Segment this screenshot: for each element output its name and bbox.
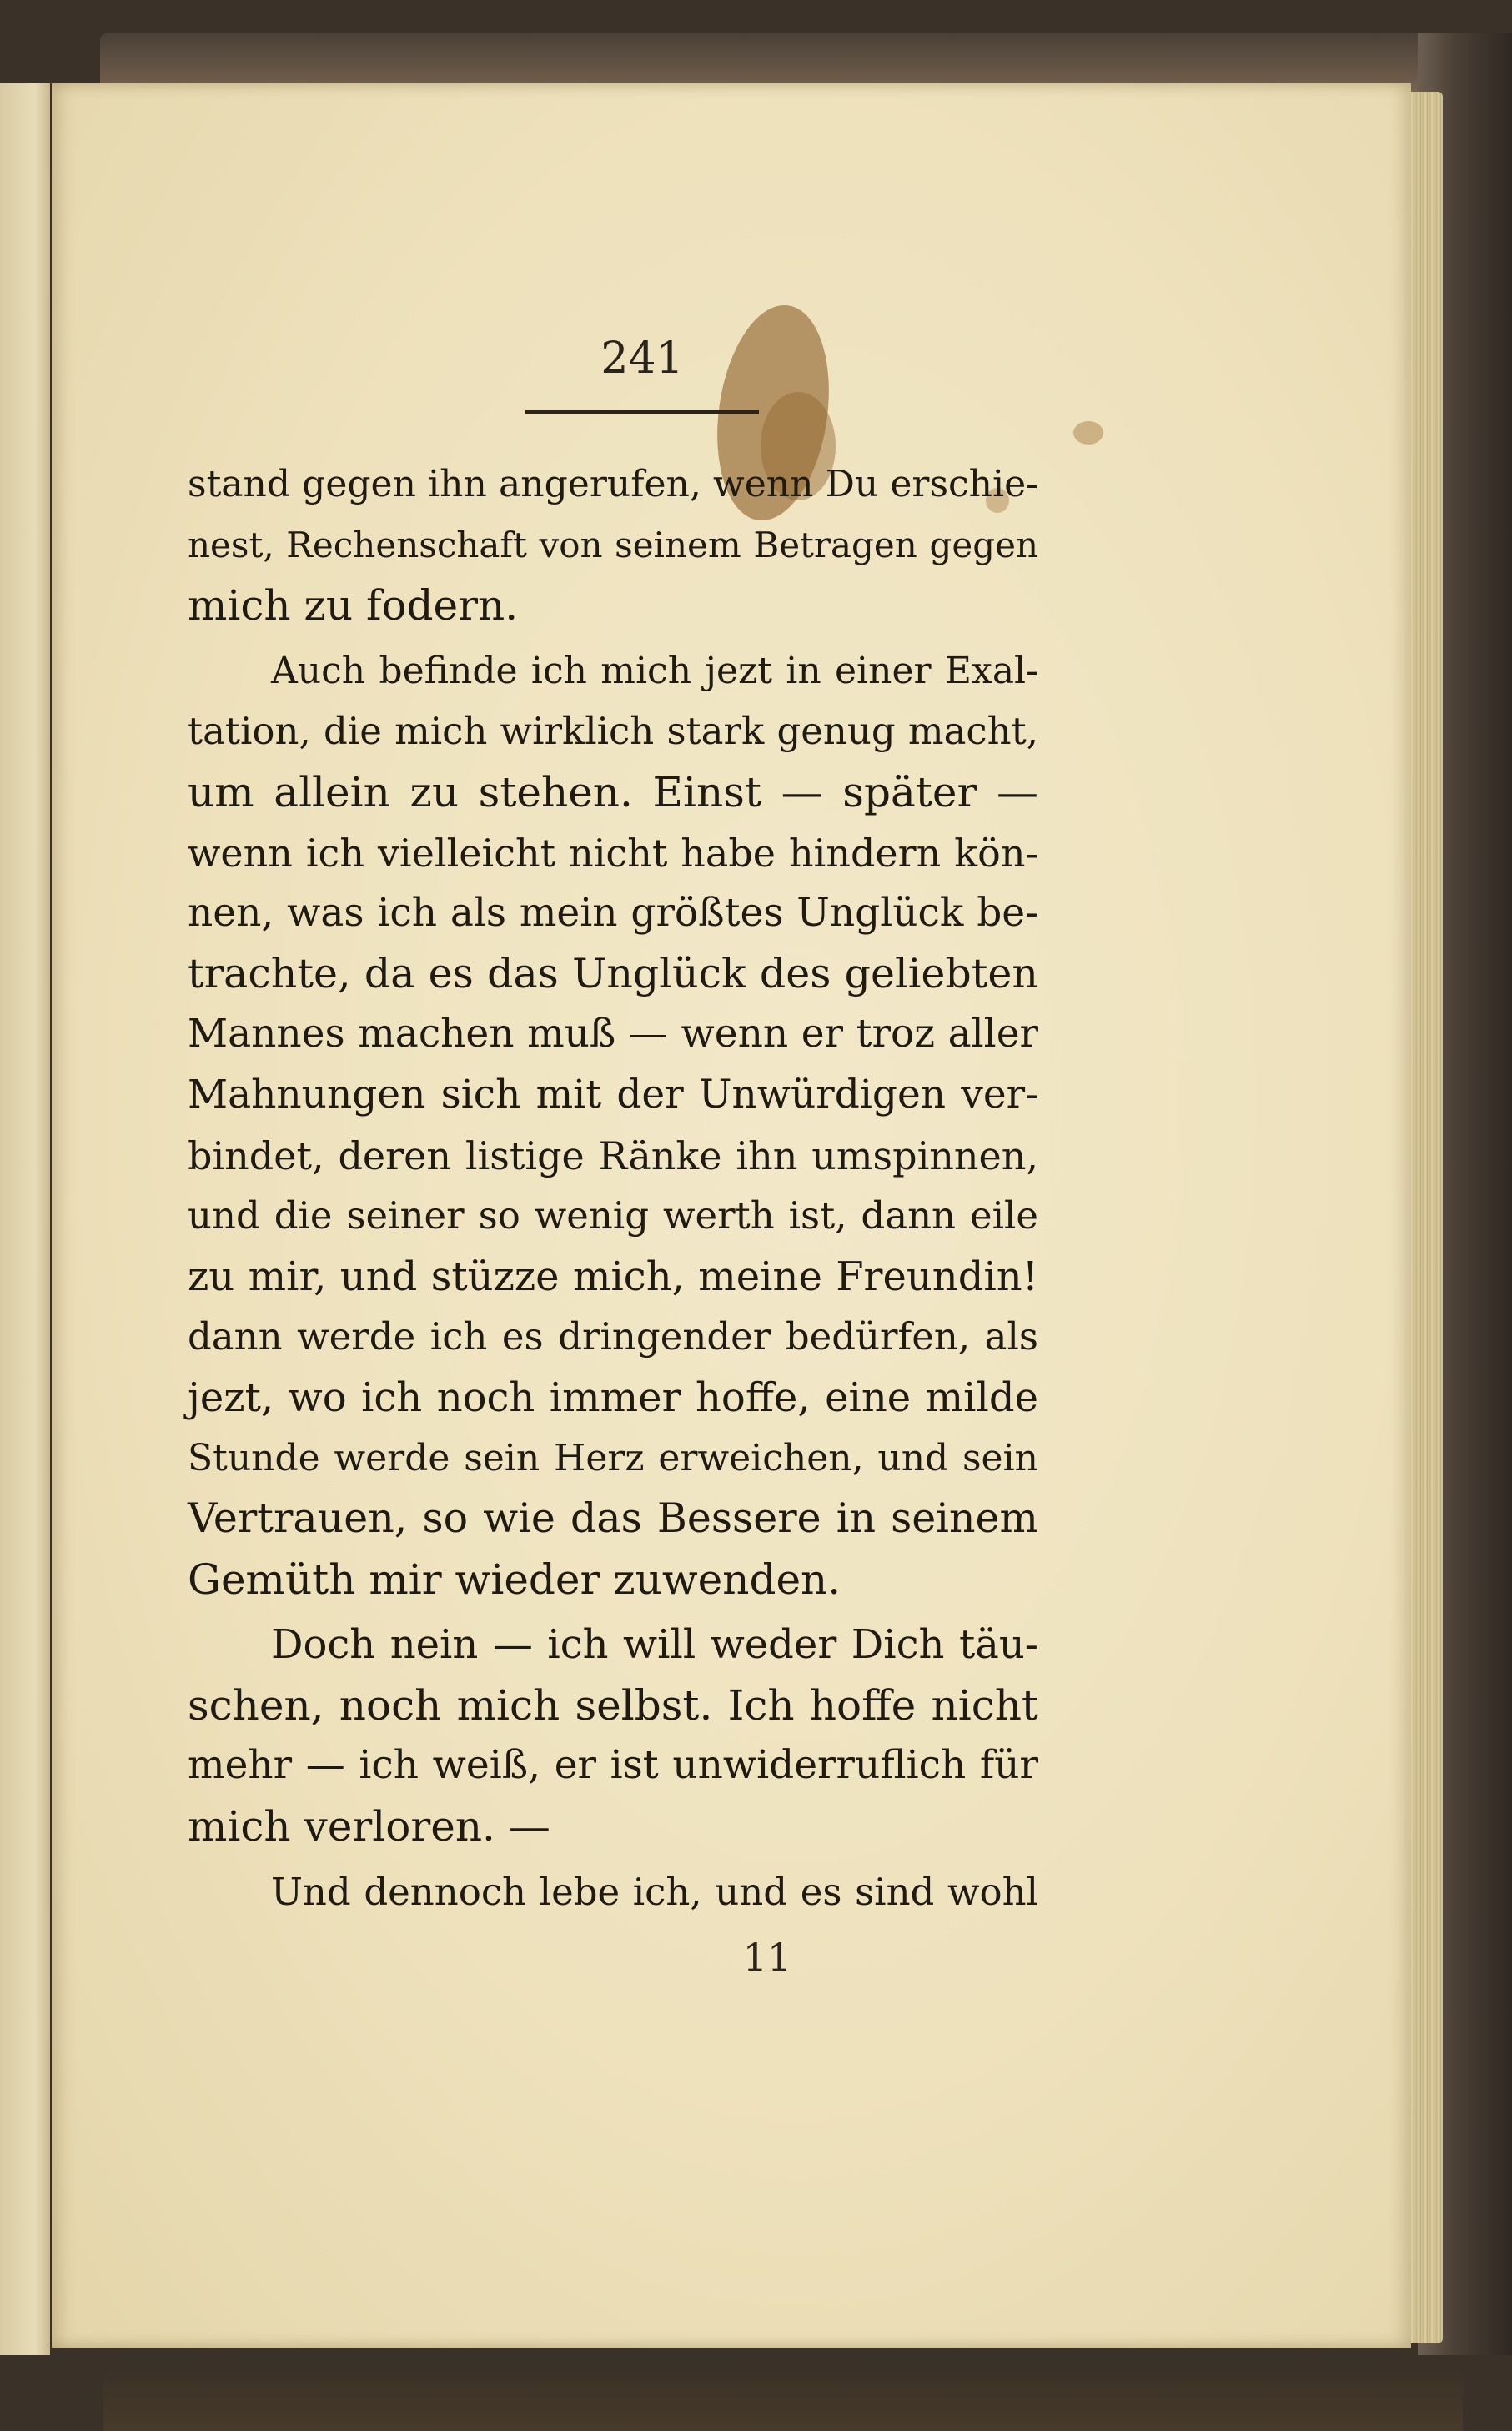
text-line: Doch nein — ich will weder Dich täu- — [271, 1621, 1038, 1669]
text-line: Mahnungen sich mit der Unwürdigen ver- — [188, 1071, 1038, 1118]
text-line: mehr — ich weiß, er ist unwiderruflich für — [188, 1742, 1038, 1789]
text-line: bindet, deren listige Ränke ihn umspinnen, — [188, 1133, 1038, 1178]
text-line: zu mir, und stüzze mich, meine Freundin! — [188, 1253, 1038, 1300]
text-line: Und dennoch lebe ich, und es sind wohl — [271, 1869, 1038, 1914]
text-line: schen, noch mich selbst. Ich hoffe nicht — [188, 1680, 1038, 1730]
text-line: Mannes machen muß — wenn er troz aller — [188, 1011, 1038, 1057]
page-shadow — [103, 2368, 1463, 2431]
text-line: mich zu fodern. — [188, 581, 519, 630]
text-line: Vertrauen, so wie das Bessere in seinem — [188, 1494, 1038, 1543]
text-line: Gemüth mir wieder zuwenden. — [188, 1555, 841, 1604]
text-line: und die seiner so wenig werth ist, dann eile — [188, 1193, 1038, 1238]
text-line: tation, die mich wirklich stark genug macht, — [188, 709, 1038, 754]
text-line: um allein zu stehen. Einst — später — — [188, 767, 1038, 816]
facing-page-edge — [0, 83, 50, 2355]
text-line: dann werde ich es dringender bedürfen, als — [188, 1314, 1038, 1359]
header-rule — [525, 410, 759, 414]
body-text — [188, 455, 1038, 1922]
text-line: mich verloren. — — [188, 1802, 550, 1851]
text-line: jezt, wo ich noch immer hoffe, eine milde — [188, 1374, 1038, 1421]
text-line: wenn ich vielleicht nicht habe hindern kön- — [188, 830, 1038, 876]
text-line: nen, was ich als mein größtes Unglück be- — [188, 890, 1038, 937]
text-line: Stunde werde sein Herz erweichen, und sein — [188, 1436, 1038, 1479]
foxing-stain — [1073, 421, 1103, 445]
text-line: Auch befinde ich mich jezt in einer Exal- — [271, 649, 1038, 692]
page-number: 241 — [600, 334, 684, 384]
text-line: nest, Rechenschaft von seinem Betragen gegen — [188, 524, 1038, 565]
text-line: trachte, da es das Unglück des geliebten — [188, 949, 1038, 997]
text-line: stand gegen ihn angerufen, wenn Du erschie- — [188, 463, 1038, 505]
signature-mark: 11 — [742, 1935, 792, 1980]
